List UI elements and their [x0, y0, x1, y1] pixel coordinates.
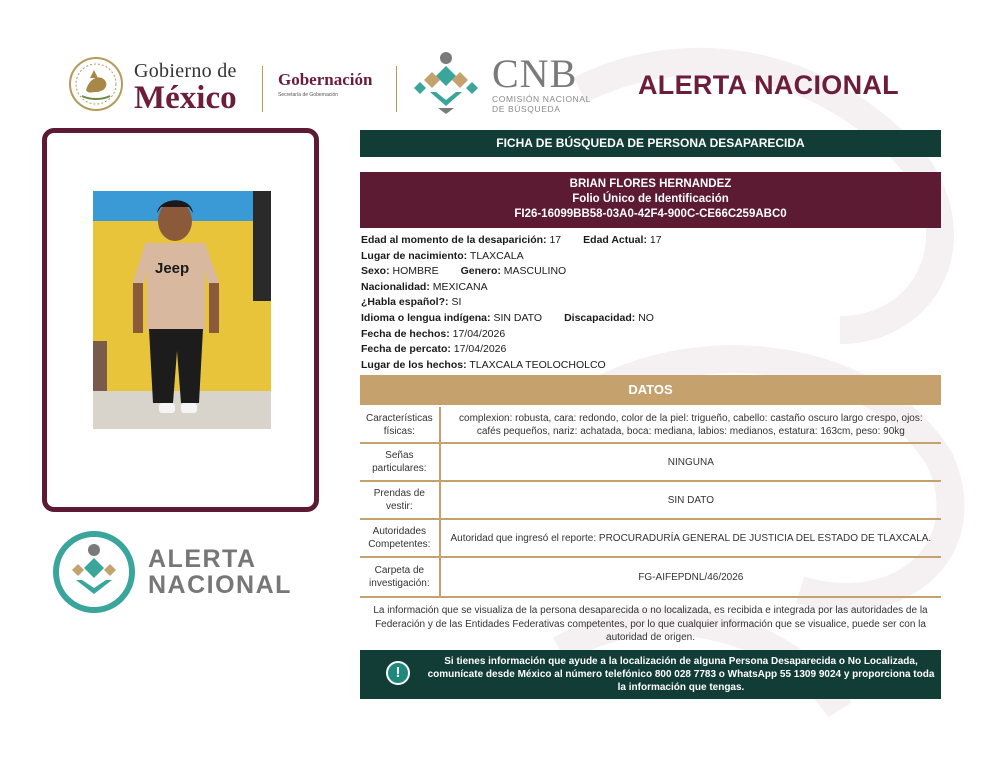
gobernacion-text: Gobernación: [278, 70, 373, 89]
info-row-fecha-percato: [361, 342, 662, 358]
sexo-value: HOMBRE: [392, 265, 439, 278]
info-row-sexo: [361, 264, 662, 280]
info-row-nacionalidad: [361, 280, 662, 296]
edad-actual-label: Edad Actual:: [583, 234, 647, 246]
nacionalidad-label: Nacionalidad:: [361, 280, 430, 293]
cnb-emblem-icon: [410, 48, 482, 122]
gobernacion-subtext: Secretaría de Gobernación: [278, 92, 339, 98]
fecha-hechos-value: 17/04/2026: [452, 327, 506, 340]
alerta-nacional-emblem-icon: [52, 530, 136, 614]
edad-desap-value: 17: [549, 234, 562, 246]
row-key: Señas particulares:: [360, 443, 440, 481]
person-photo-image: [93, 191, 271, 429]
gob-line2: México: [134, 80, 237, 116]
habla-value: SI: [451, 296, 462, 309]
idioma-label: Idioma o lengua indígena:: [361, 311, 491, 324]
gob-line1: Gobierno de: [134, 60, 237, 82]
lugar-hechos-value: TLAXCALA TEOLOCHOLCO: [469, 358, 606, 371]
alerta-nacional-title: ALERTA NACIONAL: [638, 70, 899, 100]
lugar-nac-label: Lugar de nacimiento:: [361, 249, 468, 262]
alert-exclamation-icon: !: [386, 661, 410, 685]
genero-label: Genero:: [460, 265, 501, 278]
habla-label: ¿Habla español?:: [361, 296, 449, 309]
fecha-percato-label: Fecha de percato:: [361, 343, 451, 356]
row-value: NINGUNA: [440, 443, 941, 481]
info-row-fecha-hechos: [361, 327, 662, 343]
cnb-subtitle-2: DE BÚSQUEDA: [492, 104, 561, 114]
lugar-nac-value: TLAXCALA: [469, 249, 524, 262]
ficha-title-bar: FICHA DE BÚSQUEDA DE PERSONA DESAPARECIDA: [360, 130, 941, 157]
cnb-acronym: CNB: [492, 51, 578, 96]
alerta-logo-line2: NACIONAL: [148, 571, 292, 599]
fecha-percato-value: 17/04/2026: [453, 343, 507, 356]
edad-actual-value: 17: [649, 234, 662, 246]
folio-id: FI26-16099BB58-03A0-42F4-900C-CE66C259ABC0: [514, 208, 787, 220]
info-row-lugar-nac: [361, 249, 662, 265]
row-value: complexion: robusta, cara: redondo, color de la piel: trigueño, cabello: castaño oscuro largo crespo, ojos: cafés pequeños, nariz: achatada, boca: mediana, labios: medianos, estatura: 163cm, peso: 90kg: [440, 407, 941, 443]
contact-text: Si tienes información que ayude a la localización de alguna Persona Desaparecida o No Localizada, comunícate desde México al número telefónico 800 028 7783 o WhatsApp 55 1309 9024 y proporciona toda la información que tengas.: [427, 656, 935, 693]
genero-value: MASCULINO: [503, 265, 567, 278]
header: [68, 48, 928, 124]
cnb-logo-text: [492, 51, 591, 114]
person-photo: [93, 191, 271, 429]
info-row-lugar-hechos: [361, 358, 662, 374]
info-row-idioma: [361, 311, 662, 327]
folio-label: Folio Único de Identificación: [572, 193, 729, 205]
lugar-hechos-label: Lugar de los hechos:: [361, 358, 467, 371]
table-row: [360, 443, 941, 481]
discapacidad-label: Discapacidad:: [564, 311, 636, 324]
info-row-edad: [361, 233, 662, 249]
table-row: [360, 481, 941, 519]
datos-section-header: DATOS: [360, 375, 941, 405]
person-name: BRIAN FLORES HERNANDEZ: [569, 178, 732, 190]
discapacidad-value: NO: [638, 311, 654, 324]
alerta-logo-line1: ALERTA: [148, 545, 257, 573]
edad-desap-label: Edad al momento de la desaparición:: [361, 234, 547, 246]
table-row: [360, 519, 941, 557]
divider: [396, 66, 397, 112]
table-row: [360, 407, 941, 443]
idioma-value: SIN DATO: [493, 311, 543, 324]
row-key: Carpeta de investigación:: [360, 557, 440, 597]
sexo-label: Sexo:: [361, 265, 390, 278]
row-key: Autoridades Competentes:: [360, 519, 440, 557]
datos-table: [360, 407, 941, 598]
contact-banner: [360, 650, 941, 699]
divider: [262, 66, 263, 112]
alerta-nacional-logo-text: [148, 546, 292, 598]
row-value: FG-AIFEPDNL/46/2026: [440, 557, 941, 597]
cnb-subtitle-1: COMISIÓN NACIONAL: [492, 94, 591, 104]
table-row: [360, 557, 941, 597]
info-row-habla: [361, 295, 662, 311]
person-name-box: [360, 172, 941, 228]
shirt-print: Jeep: [155, 260, 190, 277]
mexico-seal-icon: [68, 56, 124, 112]
fecha-hechos-label: Fecha de hechos:: [361, 327, 450, 340]
disclaimer-text: La información que se visualiza de la persona desaparecida o no localizada, es recibida e integrada por las autoridades de la Federación y de las Entidades Federativas competentes, por lo que cualquier información que se visualice, puede ser con la autoridad de origen.: [373, 605, 928, 643]
photo-frame: [42, 128, 319, 512]
row-value: Autoridad que ingresó el reporte: PROCURADURÍA GENERAL DE JUSTICIA DEL ESTADO DE TLAXCALA.: [440, 519, 941, 557]
row-key: Características físicas:: [360, 407, 440, 443]
row-value: SIN DATO: [440, 481, 941, 519]
gobernacion-logo: [278, 70, 372, 98]
row-key: Prendas de vestir:: [360, 481, 440, 519]
nacionalidad-value: MEXICANA: [432, 280, 488, 293]
person-info: [361, 233, 662, 373]
gobierno-de-mexico-logo: [134, 60, 237, 116]
